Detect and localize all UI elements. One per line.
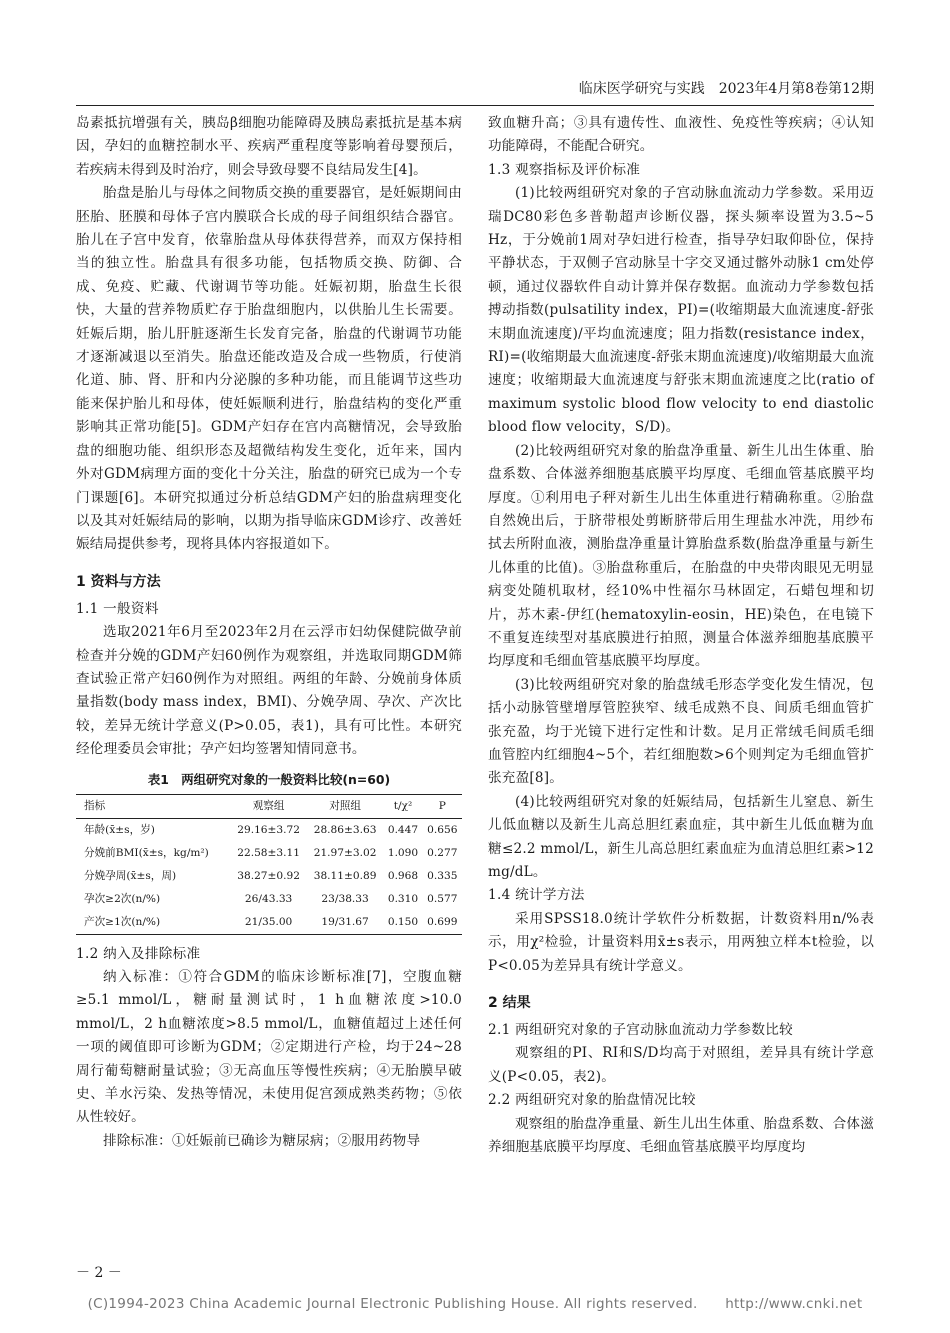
table-header-cell: 指标 — [84, 799, 106, 812]
table-row — [76, 818, 462, 842]
paragraph-result-2-1: 观察组的PI、RI和S/D均高于对照组，差异具有统计学意义(P<0.05，表2)。 — [488, 1045, 874, 1085]
table-cell: 23/38.33 — [321, 892, 369, 905]
paragraph-placenta: 胎盘是胎儿与母体之间物质交换的重要器官，是妊娠期间由胚胎、胚膜和母体子宫内膜联合长成的母子间组织结合器官。胎儿在子宫中发育，依靠胎盘从母体获得营养，而双方保持相当的独立性。胎盘具有很多功能，包括物质交换、防御、合成、免疫、贮藏、代谢调节等功能。妊娠初期，胎盘生长很快，大量的营养物质贮存于胎盘细胞内，以供胎儿生长需要。妊娠后期，胎儿肝脏逐渐生长发育完备，胎盘的代谢调节功能才逐渐减退以至消失。胎盘还能改造及合成一些物质，行使消化道、肺、肾、肝和内分泌腺的多种功能，而且能调节这些功能来保护胎儿和母体，使妊娠顺利进行，胎盘结构的变化严重影响其正常功能[5]。GDM产妇存在宫内高糖情况，会导致胎盘的细胞功能、组织形态及超微结构发生变化，近年来，国内外对GDM病理方面的变化十分关注，胎盘的研究已成为一个专门课题[6]。本研究拟通过分析总结GDM产妇的胎盘病理变化以及其对妊娠结局的影响，以期为指导临床GDM诊疗、改善妊娠结局提供参考，现将具体内容报道如下。 — [76, 185, 462, 553]
table-cell: 38.11±0.89 — [313, 869, 377, 882]
table-cell: 0.277 — [427, 846, 458, 859]
section-1-1-heading: 1.1 一般资料 — [76, 600, 159, 617]
table-cell: 0.577 — [427, 892, 458, 905]
page-number: － 2 － — [76, 1265, 122, 1281]
left-column — [76, 112, 462, 1153]
table-header-cell: t/χ² — [393, 799, 413, 812]
table-cell: 22.58±3.11 — [237, 846, 301, 859]
section-2-heading: 2 结果 — [488, 995, 531, 1012]
paragraph-observation-3: (3)比较两组研究对象的胎盘绒毛形态学变化发生情况，包括小动脉管壁增厚管腔狭窄、绒毛成熟不良、间质毛细血管扩张充盈，均于光镜下进行定性和计数。足月正常绒毛间质毛细血管腔内红细胞4~5个，若红细胞数>6个则判定为毛细血管扩张充盈[8]。 — [488, 676, 874, 787]
table-cell: 产次≥1次(n/%) — [84, 915, 161, 928]
table-cell: 孕次≥2次(n/%) — [84, 892, 161, 905]
table-cell: 21.97±3.02 — [313, 846, 377, 859]
paragraph-observation-1: (1)比较两组研究对象的子宫动脉血流动力学参数。采用迈瑞DC80彩色多普勒超声诊断仪器，探头频率设置为3.5~5 Hz，于分娩前1周对孕妇进行检查，指导孕妇取仰卧位，保持平静状态，于双侧子宫动脉呈十字交叉通过髂外动脉1 cm处停顿，通过仪器软件自动计算并保存数据。血流动力学参数包括搏动指数(pulsatility index，PI)=(收缩期最大血流速度-舒张末期血流速度)/平均血流速度；阻力指数(resistance index，RI)=(收缩期最大血流速度-舒张末期血流速度)/收缩期最大血流速度；收缩期最大血流速度与舒张末期血流速度之比(ratio of maximum systolic blood flow velocity to end diastolic blood flow velocity，S/D)。 — [488, 185, 874, 436]
table-header-cell: P — [438, 799, 446, 812]
paragraph-observation-4: (4)比较两组研究对象的妊娠结局，包括新生儿窒息、新生儿低血糖以及新生儿高总胆红素血症，其中新生儿低血糖为血糖≤2.2 mmol/L，新生儿高总胆红素血症为血清总胆红素>12 mg/dL。 — [488, 793, 874, 880]
table-cell: 0.447 — [387, 823, 419, 836]
section-1-heading: 1 资料与方法 — [76, 573, 161, 590]
right-column — [488, 112, 874, 1159]
table-cell: 0.656 — [427, 823, 458, 836]
table-header-cell: 观察组 — [252, 799, 285, 812]
table-cell: 38.27±0.92 — [237, 869, 301, 882]
table-row — [76, 865, 462, 888]
table-cell: 年龄(x̄±s，岁) — [84, 823, 155, 836]
copyright-watermark: (C)1994-2023 China Academic Journal Electronic Publishing House. All rights reserved. http://www.cnki.net — [87, 1296, 863, 1312]
paragraph-intro-cont: 岛素抵抗增强有关，胰岛β细胞功能障碍及胰岛素抵抗是基本病因，孕妇的血糖控制水平、疾病严重程度等影响着母婴预后，若疾病未得到及时治疗，则会导致母婴不良结局发生[4]。 — [76, 115, 462, 178]
table-cell: 28.86±3.63 — [313, 823, 377, 836]
paragraph-inclusion: 纳入标准：①符合GDM的临床诊断标准[7]，空腹血糖≥5.1 mmol/L，糖耐量测试时，1 h血糖浓度>10.0 mmol/L，2 h血糖浓度>8.5 mmol/L，血糖值超过上述任何一项的阈值即可诊断为GDM；②定期进行产检，均于24~28周行葡萄糖耐量试验；③无高血压等慢性疾病；④无胎膜早破史、羊水污染、发热等情况，未使用促宫颈成熟类药物；⑤依从性较好。 — [76, 968, 462, 1126]
paragraph-result-2-2: 观察组的胎盘净重量、新生儿出生体重、胎盘系数、合体滋养细胞基底膜平均厚度、毛细血管基底膜平均厚度均 — [488, 1115, 874, 1156]
table-cell: 0.968 — [387, 869, 419, 882]
paragraph-general-data: 选取2021年6月至2023年2月在云浮市妇幼保健院做孕前检查并分娩的GDM产妇60例作为观察组，并选取同期GDM筛查试验正常产妇60例作为对照组。两组的年龄、分娩前身体质量指数(body mass index，BMI)、分娩孕周、孕次、产次比较，差异无统计学意义(P>0.05，表1)，具有可比性。本研究经伦理委员会审批；孕产妇均签署知情同意书。 — [76, 624, 462, 758]
table-cell: 分娩前BMI(x̄±s，kg/m²) — [84, 846, 209, 859]
table-cell: 26/43.33 — [244, 892, 293, 905]
table-cell: 0.699 — [427, 915, 458, 928]
paragraph-statistics: 采用SPSS18.0统计学软件分析数据，计数资料用n/%表示，用χ²检验，计量资料用x̄±s表示，用两独立样本t检验，以P<0.05为差异具有统计学意义。 — [488, 910, 874, 974]
table-1 — [76, 794, 462, 935]
journal-title: 临床医学研究与实践 2023年4月第8卷第12期 — [578, 81, 874, 97]
table-cell: 19/31.67 — [321, 915, 369, 928]
table-header-cell: 对照组 — [329, 799, 361, 812]
table-row — [76, 911, 462, 935]
table-cell: 0.335 — [427, 869, 458, 882]
paragraph-observation-2: (2)比较两组研究对象的胎盘净重量、新生儿出生体重、胎盘系数、合体滋养细胞基底膜平均厚度、毛细血管基底膜平均厚度。①利用电子秤对新生儿出生体重进行精确称重。②胎盘自然娩出后，于脐带根处剪断脐带后用生理盐水冲洗，用纱布拭去所附血液，测胎盘净重量计算胎盘系数(胎盘净重量与新生儿体重的比值)。③胎盘称重后，在胎盘的中央带肉眼见无明显病变处随机取材，经10%中性福尔马林固定，石蜡包埋和切片，苏木素-伊红(hematoxylin-eosin，HE)染色，在电镜下不重复连续型对基底膜进行拍照，测量合体滋养细胞基底膜平均厚度和毛细血管基底膜平均厚度。 — [488, 442, 874, 670]
table-cell: 29.16±3.72 — [237, 823, 301, 836]
section-2-2-heading: 2.2 两组研究对象的胎盘情况比较 — [488, 1092, 696, 1109]
table-row — [76, 888, 462, 911]
running-header — [76, 78, 874, 106]
section-1-2-heading: 1.2 纳入及排除标准 — [76, 945, 201, 962]
table-cell: 0.310 — [387, 892, 419, 905]
table-cell: 21/35.00 — [244, 915, 293, 928]
section-2-1-heading: 2.1 两组研究对象的子宫动脉血流动力学参数比较 — [488, 1022, 794, 1039]
section-1-3-heading: 1.3 观察指标及评价标准 — [488, 161, 641, 178]
table-cell: 0.150 — [387, 915, 419, 928]
table-row — [76, 842, 462, 865]
section-1-4-heading: 1.4 统计学方法 — [488, 887, 585, 904]
table-header-row — [76, 794, 462, 818]
paragraph-exclusion-cont: 致血糖升高；③具有遗传性、血液性、免疫性等疾病；④认知功能障碍，不能配合研究。 — [488, 115, 874, 155]
paragraph-exclusion: 排除标准：①妊娠前已确诊为糖尿病；②服用药物导 — [103, 1132, 421, 1149]
table-1-caption: 表1 两组研究对象的一般资料比较(n=60) — [147, 771, 391, 787]
table-cell: 分娩孕周(x̄±s，周) — [84, 869, 177, 882]
table-cell: 1.090 — [387, 846, 419, 859]
